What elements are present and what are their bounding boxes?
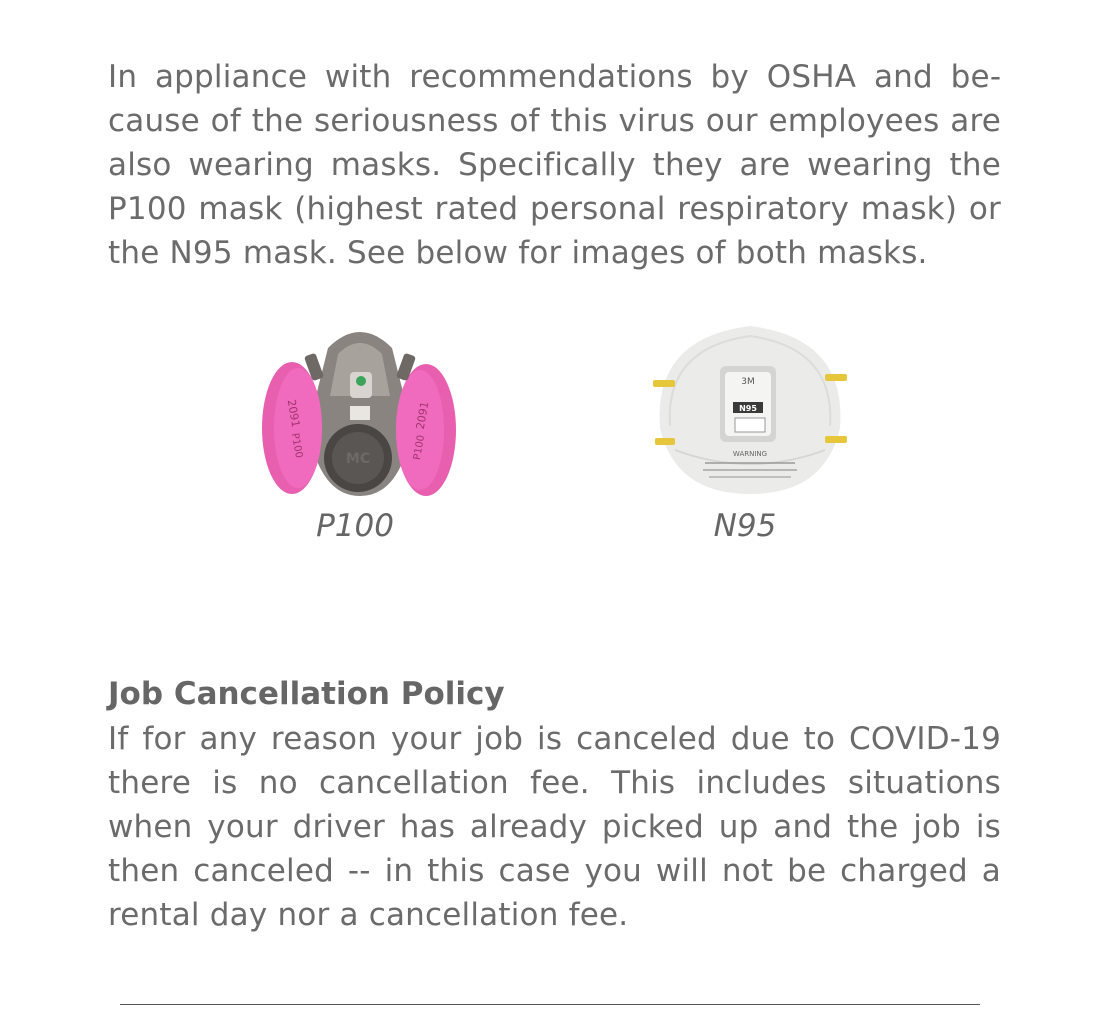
svg-text:WARNING: WARNING	[732, 450, 768, 458]
svg-text:N95: N95	[739, 404, 757, 413]
svg-text:MC: MC	[345, 451, 371, 467]
p100-caption: P100	[316, 508, 394, 544]
intro-paragraph: In appliance with recommendations by OSHA and because of the seriousness of this virus our employees are also wearing masks. Specifically they are wearing the P100 mask (highest rated personal respiratory mask) or the N95 mask. See below for images of both masks.	[108, 59, 1001, 271]
p100-mask-image	[250, 318, 470, 518]
svg-text:P100: P100	[288, 432, 305, 459]
svg-text:3M: 3M	[741, 377, 755, 387]
svg-text:P100: P100	[411, 434, 428, 461]
n95-mask-image	[645, 318, 855, 498]
svg-text:2091: 2091	[413, 400, 432, 431]
p100-mask-figure	[250, 318, 470, 544]
policy-title: Job Cancellation Policy	[108, 676, 505, 712]
n95-caption: N95	[713, 508, 777, 544]
section-divider	[120, 1004, 980, 1005]
policy-body: If for any reason your job is canceled due to COVID-19 there is no cancellation fee. This includes situations when your driver has already picked up and the job is then canceled -- in this case you will not be charged a rental day nor a cancellation fee.	[108, 721, 1001, 933]
svg-text:2091: 2091	[284, 398, 303, 429]
n95-mask-figure	[645, 318, 855, 544]
